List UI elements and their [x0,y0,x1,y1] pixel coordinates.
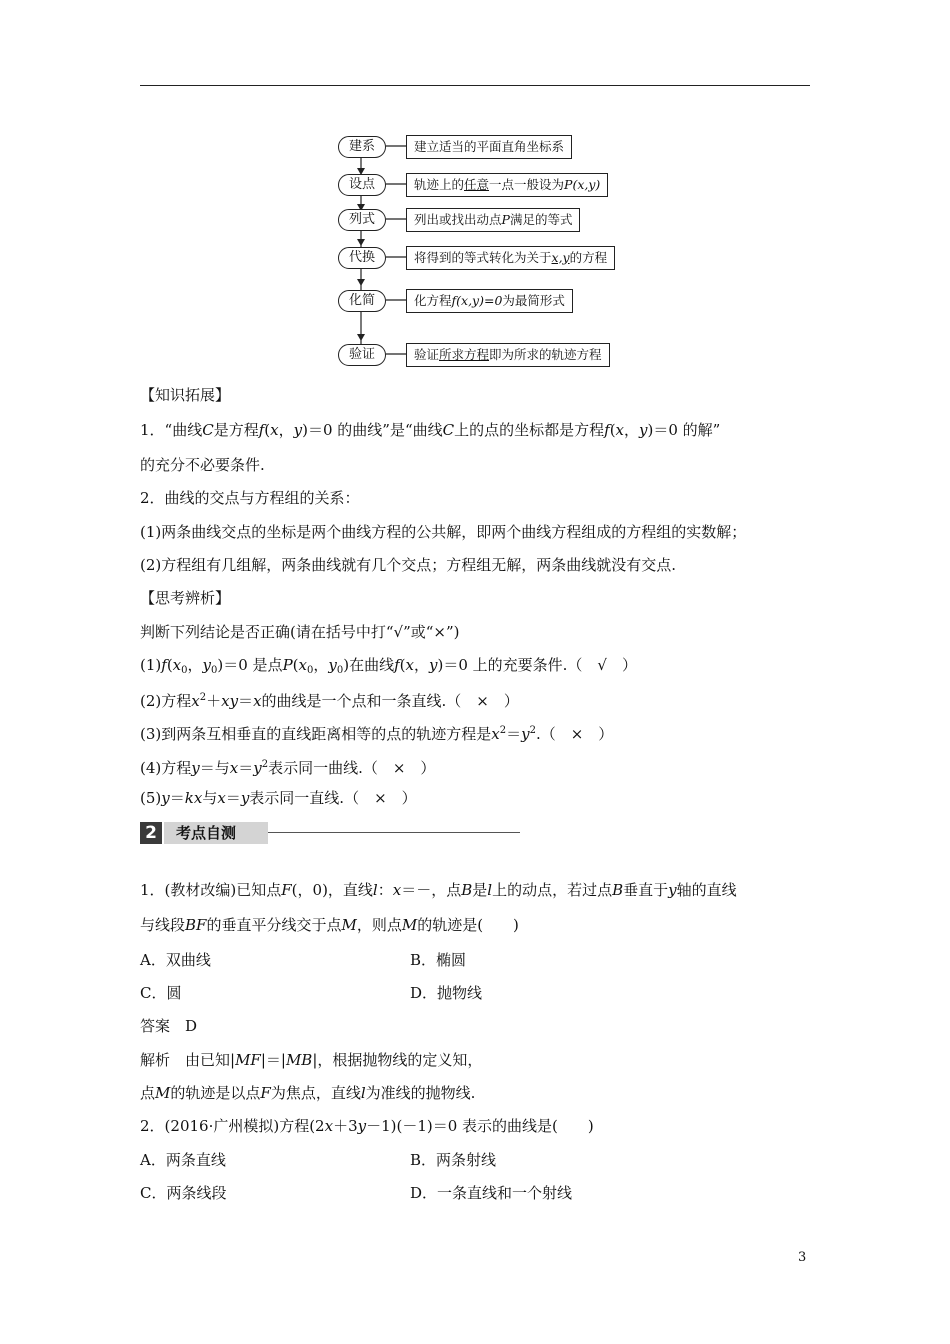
flow-step-label: 代换 [338,247,386,269]
knowledge-item-2: 2．曲线的交点与方程组的关系： [140,489,360,507]
problem-1-option-c: C．圆 [140,984,182,1002]
flow-step-desc: 化方程f(x,y)=0为最简形式 [406,289,573,313]
flow-step-desc: 将得到的等式转化为关于x,y的方程 [406,246,615,270]
flow-step-desc: 列出或找出动点P满足的等式 [406,208,580,232]
knowledge-item-2-1: (1)两条曲线交点的坐标是两个曲线方程的公共解，即两个曲线方程组成的方程组的实数解； [140,523,747,541]
problem-2-option-b: B．两条射线 [410,1151,497,1169]
flow-step-label: 设点 [338,174,386,196]
page-number: 3 [798,1250,807,1265]
flow-step-desc: 验证所求方程即为所求的轨迹方程 [406,343,610,367]
header-rule [140,85,810,86]
problem-2-option-d: D．一条直线和一个射线 [410,1184,573,1202]
flow-step-label: 建系 [338,136,386,158]
thinking-q3: (3)到两条互相垂直的直线距离相等的点的轨迹方程是$x^2=y^2$.（ × ） [140,725,614,743]
knowledge-item-2-2: (2)方程组有几组解，两条曲线就有几个交点；方程组无解，两条曲线就没有交点. [140,556,677,574]
problem-1-line-1: 1．(教材改编)已知点F(，0)，直线l：x＝－，点B是l上的动点，若过点B垂直于y轴的直线 [140,881,737,899]
thinking-q2: (2)方程$x^2+xy=x$的曲线是一个点和一条直线.（ × ） [140,692,519,710]
section-rule [268,832,520,833]
problem-2-option-c: C．两条线段 [140,1184,227,1202]
section-header [140,822,520,844]
trajectory-flowchart [336,132,626,372]
problem-1-solution-2: 点M的轨迹是以点F为焦点，直线l为准线的抛物线. [140,1084,476,1102]
section-title: 考点自测 [164,822,268,844]
flow-step-label: 验证 [338,344,386,366]
problem-2-option-a: A．两条直线 [140,1151,226,1169]
flow-step-label: 列式 [338,209,386,231]
problem-1-option-a: A．双曲线 [140,951,211,969]
section-number: 2 [140,822,162,844]
problem-1-line-2: 与线段BF的垂直平分线交于点M，则点M的轨迹是( ) [140,916,519,934]
flow-step-label: 化简 [338,290,386,312]
flow-step-desc: 轨迹上的任意一点一般设为P(x,y) [406,173,608,197]
knowledge-heading: 【知识拓展】 [140,386,231,404]
thinking-q5: (5)y＝kx与x＝y表示同一直线.（ × ） [140,789,417,807]
thinking-q1: $(1)f(x_0$，$y_0)=0$ 是点$P(x_0$，$y_0$)在曲线f(x，y)＝0 上的充要条件.（ √ ） [140,656,637,676]
problem-1-option-b: B．椭圆 [410,951,467,969]
knowledge-item-1: 1．“曲线C是方程f(x，y)＝0 的曲线”是“曲线C上的点的坐标都是方程f(x，y)＝0 的解” [140,421,721,439]
thinking-heading: 【思考辨析】 [140,589,231,607]
thinking-q4: (4)方程y＝与$x=y^2$表示同一曲线.（ × ） [140,759,436,777]
problem-1-solution-1: 解析 由已知|MF|＝|MB|，根据抛物线的定义知， [140,1051,483,1069]
problem-1-answer: 答案 D [140,1017,198,1035]
knowledge-item-1-cont: 的充分不必要条件. [140,456,265,474]
thinking-intro: 判断下列结论是否正确(请在括号中打“√”或“×”) [140,623,460,641]
problem-2-line-1: 2．(2016·广州模拟)方程(2x＋3y－1)(－1)＝0 表示的曲线是( ) [140,1117,594,1135]
flow-step-desc: 建立适当的平面直角坐标系 [406,135,572,159]
problem-1-option-d: D．抛物线 [410,984,483,1002]
